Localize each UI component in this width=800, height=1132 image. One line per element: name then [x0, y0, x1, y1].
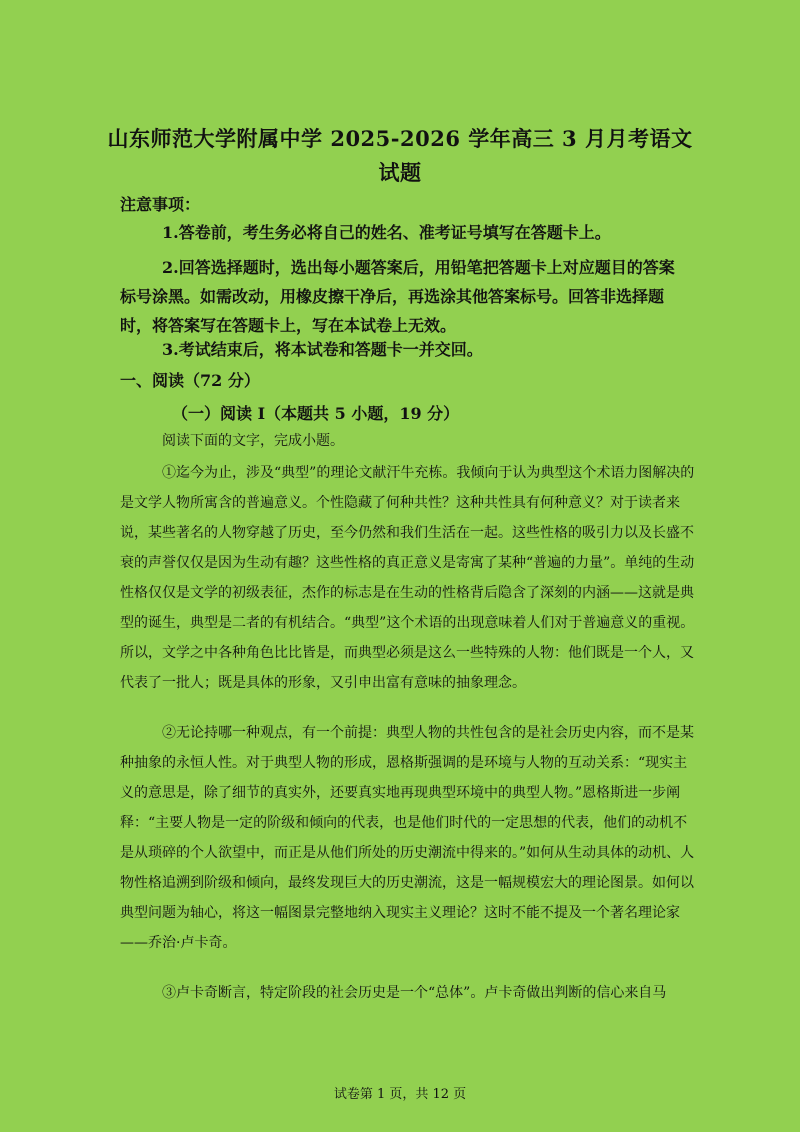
paragraph-3: ③卢卡奇断言，特定阶段的社会历史是一个“总体”。卢卡奇做出判断的信心来自马 [162, 985, 667, 1001]
notice-item-2-line-2: 标号涂黑。如需改动，用橡皮擦干净后，再选涂其他答案标号。回答非选择题 [120, 287, 665, 306]
page-footer: 试卷第 1 页，共 12 页 [333, 1087, 467, 1102]
paragraph-2: ②无论持哪一种观点，有一个前提：典型人物的共性包含的是社会历史内容，而不是某种抽象的永恒人性。对于典型人物的形成，恩格斯强调的是环境与人物的互动关系：“现实主义的意思是，除了细节的真实外，还要真实地再现典型环境中的典型人物。”恩格斯进一步阐释：“主要人物是一定的阶级和倾向的代表，也是他们时代的一定思想的代表，他们的动机不是从琐碎的个人欲望中，而正是从他们所处的历史潮流中得来的。”如何从生动具体的动机、人物性格追溯到阶级和倾向，最终发现巨大的历史潮流，这是一幅规模宏大的理论图景。如何以典型问题为轴心，将这一幅图景完整地纳入现实主义理论？这时不能不提及一个著名理论家——乔治·卢卡奇。 [120, 725, 695, 951]
notice-item-3 [162, 335, 483, 364]
notice-item-1 [162, 218, 611, 247]
notice-heading: 注意事项： [120, 195, 201, 214]
notice-item-2-line-3: 时，将答案写在答题卡上，写在本试卷上无效。 [120, 316, 457, 335]
notice-item-2 [120, 253, 675, 340]
notice-item-3-text: 3.考试结束后，将本试卷和答题卡一并交回。 [162, 340, 483, 359]
section-heading: 一、阅读（72 分） [120, 371, 260, 390]
notice-item-2-line-1: 2.回答选择题时，选出每小题答案后，用铅笔把答题卡上对应题目的答案 [162, 258, 675, 277]
title-line-2: 试题 [378, 160, 422, 185]
title-line-1: 山东师范大学附属中学 2025-2026 学年高三 3 月月考语文 [107, 126, 693, 151]
notice-item-1-text: 1.答卷前，考生务必将自己的姓名、准考证号填写在答题卡上。 [162, 223, 611, 242]
reading-passage [120, 426, 695, 1008]
paragraph-1: ①迄今为止，涉及“典型”的理论文献汗牛充栋。我倾向于认为典型这个术语力图解决的是文学人物所寓含的普遍意义。个性隐藏了何种共性？这种共性具有何种意义？对于读者来说，某些著名的人物穿越了历史，至今仍然和我们生活在一起。这些性格的吸引力以及长盛不衰的声誉仅仅是因为生动有趣？这些性格的真正意义是寄寓了某种“普遍的力量”。单纯的生动性格仅仅是文学的初级表征，杰作的标志是在生动的性格背后隐含了深刻的内涵——这就是典型的诞生，典型是二者的有机结合。“典型”这个术语的出现意味着人们对于普遍意义的重视。所以，文学之中各种角色比比皆是，而典型必须是这么一些特殊的人物：他们既是一个人，又代表了一批人；既是具体的形象，又引申出富有意味的抽象理念。 [120, 465, 695, 691]
exam-title [100, 122, 700, 190]
instruction-text: 阅读下面的文字，完成小题。 [162, 433, 344, 449]
section-subheading: （一）阅读 I（本题共 5 小题，19 分） [172, 404, 460, 423]
